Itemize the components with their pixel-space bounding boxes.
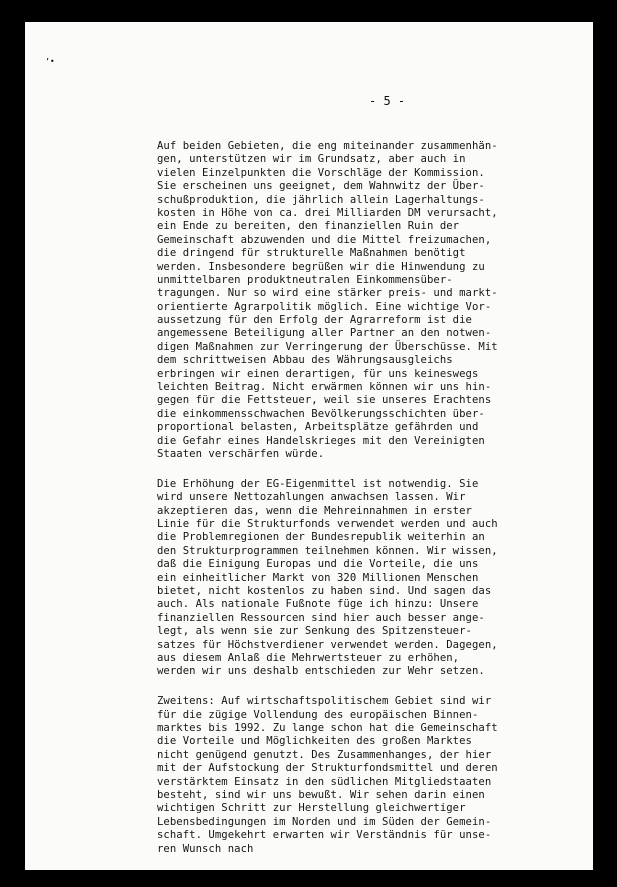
text-line: gen, unterstützen wir im Grundsatz, aber auch in <box>157 153 466 166</box>
text-line: bietet, nicht kostenlos zu haben sind. Und sagen das <box>157 585 492 597</box>
text-line: schaft. Umgekehrt erwarten wir Verständnis für unse- <box>157 829 492 842</box>
text-line: die Vorteile und Möglichkeiten des großen Marktes <box>157 735 472 748</box>
text-line: auch. Als nationale Fußnote füge ich hinzu: Unsere <box>157 598 479 611</box>
text-line: marktes bis 1992. Zu lange schon hat die Gemeinschaft <box>157 722 498 735</box>
text-line: dem schrittweisen Abbau des Währungsausgleichs <box>157 354 453 367</box>
text-line: gegen für die Fettsteuer, weil sie unseres Erachtens <box>157 394 492 407</box>
text-line: aus diesem Anlaß die Mehrwertsteuer zu erhöhen, <box>157 651 460 664</box>
text-line: Sie erscheinen uns geeignet, dem Wahnwitz der Über- <box>157 180 485 193</box>
paragraph <box>157 140 597 461</box>
text-line: angemessene Beteiligung aller Partner an den notwen- <box>157 327 492 340</box>
text-line: wird unsere Nettozahlungen anwachsen lassen. Wir <box>157 491 466 504</box>
text-line: vielen Einzelpunkten die Vorschläge der Kommission. <box>157 166 485 179</box>
text-line: nicht genügend genutzt. Des Zusammenhanges, der hier <box>157 748 492 761</box>
text-line: leichten Beitrag. Nicht erwärmen können wir uns hin- <box>157 381 492 394</box>
text-line: kosten in Höhe von ca. drei Milliarden DM verursacht, <box>157 206 498 219</box>
text-line: mit der Aufstockung der Strukturfondsmittel und deren <box>157 762 498 775</box>
text-line: verstärktem Einsatz in den südlichen Mitgliedstaaten <box>157 775 492 788</box>
text-line: finanziellen Ressourcen sind hier auch besser ange- <box>157 611 485 624</box>
text-line: orientierte Agrarpolitik möglich. Eine wichtige Vor- <box>157 300 492 313</box>
text-line: Linie für die Strukturfonds verwendet werden und auch <box>157 518 498 531</box>
text-line: die einkommensschwachen Bevölkerungsschichten über- <box>157 407 485 420</box>
text-line: ein einheitlicher Markt von 320 Millionen Menschen <box>157 571 479 584</box>
paragraph <box>157 695 597 856</box>
text-line: werden wir uns deshalb entschieden zur Wehr setzen. <box>157 665 485 678</box>
text-line: ein Ende zu bereiten, den finanziellen Ruin der <box>157 220 460 233</box>
text-line: Lebensbedingungen im Norden und im Süden der Gemein- <box>157 815 492 828</box>
text-line: besteht, sind wir uns bewußt. Wir sehen darin einen <box>157 788 485 801</box>
text-line: die Problemregionen der Bundesrepublik weiterhin an <box>157 531 485 544</box>
paragraph <box>157 478 597 679</box>
text-line: daß die Einigung Europas und die Vorteile, die uns <box>157 558 479 571</box>
text-line: akzeptieren das, wenn die Mehreinnahmen in erster <box>157 504 472 517</box>
text-line: satzes für Höchstverdiener verwendet werden. Dagegen, <box>157 638 498 651</box>
text-line: legt, als wenn sie zur Senkung des Spitzensteuer- <box>157 625 472 638</box>
text-line: werden. Insbesondere begrüßen wir die Hinwendung zu <box>157 260 485 273</box>
page-number: - 5 - <box>369 94 406 108</box>
text-line: wichtigen Schritt zur Herstellung gleichwertiger <box>157 802 466 815</box>
stray-mark: ’• <box>45 57 55 66</box>
text-line: ren Wunsch nach <box>157 842 254 855</box>
body-text <box>157 140 597 872</box>
text-line: die dringend für strukturelle Maßnahmen benötigt <box>157 247 466 260</box>
text-line: proportional belasten, Arbeitsplätze gefährden und <box>157 421 479 434</box>
text-line: erbringen wir einen derartigen, für uns keineswegs <box>157 367 479 380</box>
text-line: den Strukturprogrammen teilnehmen können. Wir wissen, <box>157 544 498 557</box>
text-line: Auf beiden Gebieten, die eng miteinander zusammenhän- <box>157 140 498 152</box>
text-line: Gemeinschaft abzuwenden und die Mittel freizumachen, <box>157 233 492 246</box>
text-line: Staaten verschärfen würde. <box>157 447 325 460</box>
text-line: tragungen. Nur so wird eine stärker preis- und markt- <box>157 287 498 300</box>
text-line: Die Erhöhung der EG-Eigenmittel ist notwendig. Sie <box>157 477 479 490</box>
text-line: digen Maßnahmen zur Verringerung der Überschüsse. Mit <box>157 340 498 353</box>
text-line: aussetzung für den Erfolg der Agrarreform ist die <box>157 314 472 327</box>
text-line: Zweitens: Auf wirtschaftspolitischem Gebiet sind wir <box>157 695 492 708</box>
text-line: die Gefahr eines Handelskrieges mit den Vereinigten <box>157 434 485 447</box>
text-line: schußproduktion, die jährlich allein Lagerhaltungs- <box>157 193 485 206</box>
document-page <box>25 22 593 870</box>
text-line: unmittelbaren produktneutralen Einkommensüber- <box>157 273 453 286</box>
text-line: für die zügige Vollendung des europäischen Binnen- <box>157 708 479 721</box>
